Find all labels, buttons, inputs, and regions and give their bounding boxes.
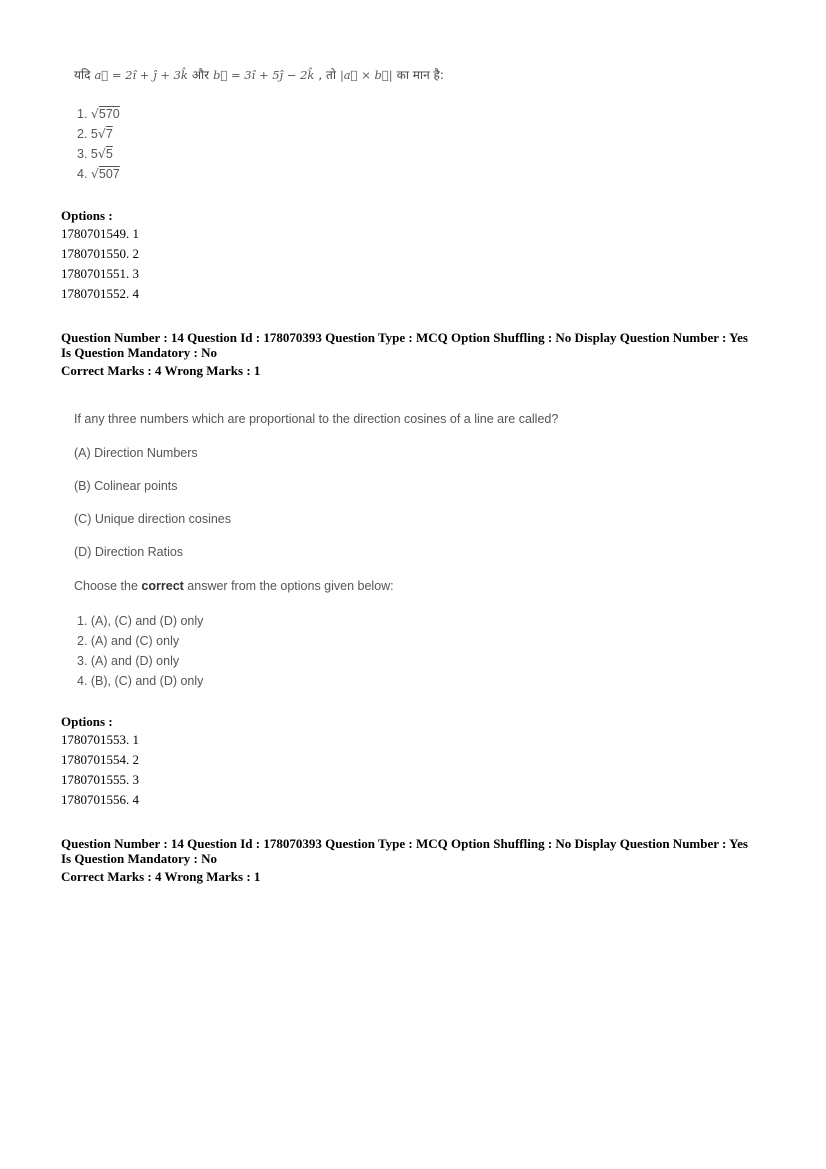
statement-a: (A) Direction Numbers: [74, 446, 198, 460]
option-item: 1780701556. 4: [61, 792, 139, 807]
answer-item-3: 3. 5√5: [77, 146, 113, 161]
options-label: Options :: [61, 714, 113, 729]
vector-a-expression: a⃗ = 2î + ĵ + 3k̂: [94, 68, 188, 82]
statement-c: (C) Unique direction cosines: [74, 512, 232, 526]
answer-item-1: 1. √570: [77, 106, 120, 121]
question-14-stem: If any three numbers which are proportional to the direction cosines of a line are called?: [74, 412, 559, 426]
stem-hindi-then: , तो: [318, 68, 336, 82]
sqrt-icon: √: [97, 146, 106, 161]
answer-item-4: 4. √507: [77, 166, 120, 181]
option-item: 1780701549. 1: [61, 226, 139, 241]
answer-item-3: 3. (A) and (D) only: [77, 654, 180, 668]
question-marks-line: Correct Marks : 4 Wrong Marks : 1: [61, 869, 261, 884]
sqrt-icon: √: [90, 166, 99, 181]
question-meta-line: Question Number : 14 Question Id : 178070393 Question Type : MCQ Option Shuffling : No Display Question Number : Yes: [61, 330, 748, 345]
options-list: [61, 730, 139, 810]
option-item: 1780701551. 3: [61, 266, 139, 281]
question-13-answer-list: [77, 104, 120, 184]
answer-item-4: 4. (B), (C) and (D) only: [77, 674, 204, 688]
answer-item-2: 2. (A) and (C) only: [77, 634, 180, 648]
statement-d: (D) Direction Ratios: [74, 545, 184, 559]
cross-product-magnitude: |a⃗ × b⃗|: [339, 68, 393, 82]
options-label: Options :: [61, 208, 113, 223]
sqrt-icon: √: [97, 126, 106, 141]
option-item: 1780701550. 2: [61, 246, 139, 261]
stem-hindi-and: और: [191, 68, 210, 82]
answer-item-1: 1. (A), (C) and (D) only: [77, 614, 204, 628]
sqrt-icon: √: [90, 106, 99, 121]
question-meta-header: [61, 330, 748, 378]
question-meta-header: [61, 836, 748, 884]
question-meta-line: Question Number : 14 Question Id : 178070393 Question Type : MCQ Option Shuffling : No Display Question Number : Yes: [61, 836, 748, 851]
stem-hindi-suffix: का मान है:: [396, 68, 444, 82]
question-13-stem: [74, 66, 444, 84]
question-14-answer-list: [77, 611, 203, 691]
question-marks-line: Correct Marks : 4 Wrong Marks : 1: [61, 363, 261, 378]
options-list: [61, 224, 139, 304]
choose-emphasis: correct: [141, 579, 184, 593]
answer-item-2: 2. 5√7: [77, 126, 113, 141]
option-item: 1780701554. 2: [61, 752, 139, 767]
vector-b-expression: b⃗ = 3î + 5ĵ − 2k̂: [213, 68, 315, 82]
choose-instruction: Choose the correct answer from the options given below:: [74, 579, 394, 593]
option-item: 1780701552. 4: [61, 286, 139, 301]
statement-b: (B) Colinear points: [74, 479, 178, 493]
option-item: 1780701555. 3: [61, 772, 139, 787]
option-item: 1780701553. 1: [61, 732, 139, 747]
stem-hindi-prefix: यदि: [74, 68, 91, 82]
question-mandatory-line: Is Question Mandatory : No: [61, 345, 218, 360]
question-mandatory-line: Is Question Mandatory : No: [61, 851, 218, 866]
